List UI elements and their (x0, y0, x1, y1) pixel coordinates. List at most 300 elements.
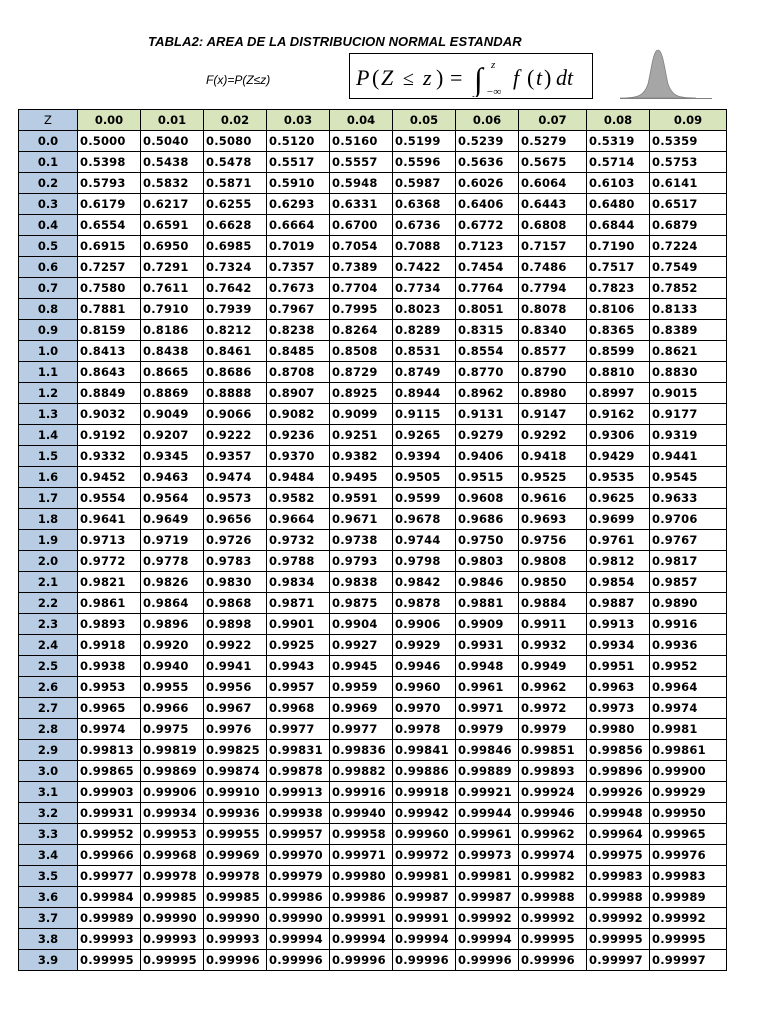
probability-cell: 0.9671 (330, 509, 393, 530)
probability-cell: 0.8643 (78, 362, 141, 383)
probability-cell: 0.9082 (267, 404, 330, 425)
probability-cell: 0.7881 (78, 299, 141, 320)
column-header: 0.08 (587, 110, 650, 131)
table-row (19, 908, 727, 929)
probability-cell: 0.99993 (78, 929, 141, 950)
table-row (19, 215, 727, 236)
probability-cell: 0.9699 (587, 509, 650, 530)
table-row (19, 950, 727, 971)
table-row (19, 593, 727, 614)
probability-cell: 0.99841 (393, 740, 456, 761)
z-value-cell: 1.2 (19, 383, 78, 404)
probability-cell: 0.99921 (456, 782, 519, 803)
probability-cell: 0.7157 (519, 236, 587, 257)
probability-cell: 0.6103 (587, 173, 650, 194)
probability-cell: 0.9854 (587, 572, 650, 593)
probability-cell: 0.99995 (141, 950, 204, 971)
z-value-cell: 0.4 (19, 215, 78, 236)
probability-cell: 0.9599 (393, 488, 456, 509)
probability-cell: 0.9850 (519, 572, 587, 593)
probability-cell: 0.9974 (78, 719, 141, 740)
probability-cell: 0.99987 (393, 887, 456, 908)
probability-cell: 0.99825 (204, 740, 267, 761)
probability-cell: 0.99977 (78, 866, 141, 887)
probability-cell: 0.99996 (204, 950, 267, 971)
probability-cell: 0.99978 (141, 866, 204, 887)
probability-cell: 0.8907 (267, 383, 330, 404)
probability-cell: 0.9861 (78, 593, 141, 614)
probability-cell: 0.5478 (204, 152, 267, 173)
probability-cell: 0.9911 (519, 614, 587, 635)
probability-cell: 0.9875 (330, 593, 393, 614)
probability-cell: 0.7823 (587, 278, 650, 299)
probability-cell: 0.99991 (393, 908, 456, 929)
probability-cell: 0.99995 (650, 929, 727, 950)
z-value-cell: 3.9 (19, 950, 78, 971)
probability-cell: 0.6480 (587, 194, 650, 215)
probability-cell: 0.99964 (587, 824, 650, 845)
probability-cell: 0.9964 (650, 677, 727, 698)
probability-cell: 0.6026 (456, 173, 519, 194)
probability-cell: 0.9960 (393, 677, 456, 698)
z-value-cell: 3.8 (19, 929, 78, 950)
probability-cell: 0.7224 (650, 236, 727, 257)
z-column-header: Z (19, 110, 78, 131)
probability-cell: 0.9817 (650, 551, 727, 572)
probability-cell: 0.6141 (650, 173, 727, 194)
probability-cell: 0.9941 (204, 656, 267, 677)
table-row (19, 740, 727, 761)
probability-cell: 0.9192 (78, 425, 141, 446)
probability-cell: 0.99968 (141, 845, 204, 866)
probability-cell: 0.6406 (456, 194, 519, 215)
probability-cell: 0.9761 (587, 530, 650, 551)
probability-cell: 0.99972 (393, 845, 456, 866)
probability-cell: 0.99976 (650, 845, 727, 866)
probability-cell: 0.9896 (141, 614, 204, 635)
probability-cell: 0.6985 (204, 236, 267, 257)
probability-cell: 0.6772 (456, 215, 519, 236)
z-value-cell: 0.8 (19, 299, 78, 320)
probability-cell: 0.9115 (393, 404, 456, 425)
probability-cell: 0.99940 (330, 803, 393, 824)
probability-cell: 0.8438 (141, 341, 204, 362)
probability-cell: 0.9738 (330, 530, 393, 551)
probability-cell: 0.9505 (393, 467, 456, 488)
probability-cell: 0.99997 (650, 950, 727, 971)
probability-cell: 0.6064 (519, 173, 587, 194)
probability-cell: 0.8790 (519, 362, 587, 383)
z-value-cell: 0.9 (19, 320, 78, 341)
probability-cell: 0.9535 (587, 467, 650, 488)
probability-cell: 0.9616 (519, 488, 587, 509)
probability-cell: 0.9842 (393, 572, 456, 593)
probability-cell: 0.9162 (587, 404, 650, 425)
probability-cell: 0.9922 (204, 635, 267, 656)
probability-cell: 0.9793 (330, 551, 393, 572)
probability-cell: 0.9946 (393, 656, 456, 677)
z-value-cell: 2.9 (19, 740, 78, 761)
table-row (19, 194, 727, 215)
probability-cell: 0.9940 (141, 656, 204, 677)
probability-cell: 0.9952 (650, 656, 727, 677)
probability-cell: 0.9973 (587, 698, 650, 719)
probability-cell: 0.5636 (456, 152, 519, 173)
probability-cell: 0.5832 (141, 173, 204, 194)
probability-cell: 0.99906 (141, 782, 204, 803)
probability-cell: 0.99953 (141, 824, 204, 845)
probability-cell: 0.99946 (519, 803, 587, 824)
probability-cell: 0.99996 (456, 950, 519, 971)
probability-cell: 0.9236 (267, 425, 330, 446)
probability-cell: 0.7549 (650, 257, 727, 278)
probability-cell: 0.6293 (267, 194, 330, 215)
probability-cell: 0.99969 (204, 845, 267, 866)
z-value-cell: 3.4 (19, 845, 78, 866)
probability-cell: 0.9957 (267, 677, 330, 698)
probability-cell: 0.9878 (393, 593, 456, 614)
probability-cell: 0.9177 (650, 404, 727, 425)
probability-cell: 0.5160 (330, 131, 393, 152)
probability-cell: 0.6808 (519, 215, 587, 236)
probability-cell: 0.9953 (78, 677, 141, 698)
probability-cell: 0.8962 (456, 383, 519, 404)
probability-cell: 0.99992 (456, 908, 519, 929)
probability-cell: 0.99978 (204, 866, 267, 887)
probability-cell: 0.9772 (78, 551, 141, 572)
probability-cell: 0.5675 (519, 152, 587, 173)
probability-cell: 0.99900 (650, 761, 727, 782)
probability-cell: 0.9868 (204, 593, 267, 614)
formula-upper-limit: z (491, 59, 496, 71)
probability-cell: 0.8023 (393, 299, 456, 320)
probability-cell: 0.8869 (141, 383, 204, 404)
table-row (19, 887, 727, 908)
probability-cell: 0.99996 (330, 950, 393, 971)
probability-cell: 0.99966 (78, 845, 141, 866)
probability-cell: 0.99957 (267, 824, 330, 845)
normal-distribution-curve-icon (620, 46, 712, 102)
probability-cell: 0.6368 (393, 194, 456, 215)
probability-cell: 0.8888 (204, 383, 267, 404)
probability-cell: 0.9955 (141, 677, 204, 698)
probability-cell: 0.7939 (204, 299, 267, 320)
probability-cell: 0.8599 (587, 341, 650, 362)
probability-cell: 0.5596 (393, 152, 456, 173)
column-header: 0.07 (519, 110, 587, 131)
probability-cell: 0.99942 (393, 803, 456, 824)
probability-cell: 0.9429 (587, 446, 650, 467)
probability-cell: 0.99882 (330, 761, 393, 782)
formula-z: z (423, 65, 432, 90)
probability-cell: 0.9951 (587, 656, 650, 677)
probability-cell: 0.9949 (519, 656, 587, 677)
probability-cell: 0.99996 (267, 950, 330, 971)
table-row (19, 698, 727, 719)
table-row (19, 383, 727, 404)
probability-cell: 0.9812 (587, 551, 650, 572)
probability-cell: 0.9767 (650, 530, 727, 551)
probability-cell: 0.8186 (141, 320, 204, 341)
table-row (19, 425, 727, 446)
probability-cell: 0.9834 (267, 572, 330, 593)
probability-cell: 0.7852 (650, 278, 727, 299)
table-row (19, 467, 727, 488)
probability-cell: 0.5239 (456, 131, 519, 152)
probability-cell: 0.8997 (587, 383, 650, 404)
probability-cell: 0.99916 (330, 782, 393, 803)
probability-cell: 0.99980 (330, 866, 393, 887)
probability-cell: 0.9370 (267, 446, 330, 467)
probability-cell: 0.99985 (141, 887, 204, 908)
z-value-cell: 0.3 (19, 194, 78, 215)
table-row (19, 320, 727, 341)
probability-cell: 0.99986 (330, 887, 393, 908)
probability-cell: 0.9686 (456, 509, 519, 530)
probability-cell: 0.8577 (519, 341, 587, 362)
table-row (19, 341, 727, 362)
probability-cell: 0.7454 (456, 257, 519, 278)
probability-cell: 0.6179 (78, 194, 141, 215)
table-row (19, 656, 727, 677)
z-value-cell: 0.6 (19, 257, 78, 278)
probability-cell: 0.9932 (519, 635, 587, 656)
probability-cell: 0.99988 (519, 887, 587, 908)
probability-cell: 0.8289 (393, 320, 456, 341)
probability-cell: 0.9821 (78, 572, 141, 593)
probability-cell: 0.6255 (204, 194, 267, 215)
probability-cell: 0.5517 (267, 152, 330, 173)
probability-cell: 0.5871 (204, 173, 267, 194)
probability-cell: 0.9826 (141, 572, 204, 593)
probability-cell: 0.99931 (78, 803, 141, 824)
probability-cell: 0.6844 (587, 215, 650, 236)
probability-cell: 0.99936 (204, 803, 267, 824)
z-value-cell: 1.7 (19, 488, 78, 509)
column-header: 0.02 (204, 110, 267, 131)
probability-cell: 0.8078 (519, 299, 587, 320)
probability-cell: 0.8686 (204, 362, 267, 383)
probability-cell: 0.99990 (204, 908, 267, 929)
probability-cell: 0.9927 (330, 635, 393, 656)
probability-cell: 0.8315 (456, 320, 519, 341)
probability-cell: 0.8980 (519, 383, 587, 404)
table-row (19, 236, 727, 257)
probability-cell: 0.99878 (267, 761, 330, 782)
probability-cell: 0.9131 (456, 404, 519, 425)
z-value-cell: 0.1 (19, 152, 78, 173)
probability-cell: 0.8944 (393, 383, 456, 404)
probability-cell: 0.5359 (650, 131, 727, 152)
probability-cell: 0.7517 (587, 257, 650, 278)
probability-cell: 0.8365 (587, 320, 650, 341)
probability-cell: 0.9484 (267, 467, 330, 488)
probability-cell: 0.9788 (267, 551, 330, 572)
probability-cell: 0.9884 (519, 593, 587, 614)
probability-cell: 0.99889 (456, 761, 519, 782)
probability-cell: 0.9049 (141, 404, 204, 425)
probability-cell: 0.9974 (650, 698, 727, 719)
probability-cell: 0.9633 (650, 488, 727, 509)
probability-cell: 0.8340 (519, 320, 587, 341)
probability-cell: 0.7291 (141, 257, 204, 278)
probability-cell: 0.9554 (78, 488, 141, 509)
probability-cell: 0.99986 (267, 887, 330, 908)
probability-cell: 0.99996 (519, 950, 587, 971)
table-row (19, 824, 727, 845)
probability-cell: 0.99996 (393, 950, 456, 971)
probability-cell: 0.9582 (267, 488, 330, 509)
probability-cell: 0.99896 (587, 761, 650, 782)
probability-cell: 0.7019 (267, 236, 330, 257)
z-value-cell: 1.3 (19, 404, 78, 425)
z-value-cell: 3.0 (19, 761, 78, 782)
probability-cell: 0.8554 (456, 341, 519, 362)
probability-cell: 0.99944 (456, 803, 519, 824)
probability-cell: 0.99874 (204, 761, 267, 782)
probability-cell: 0.5279 (519, 131, 587, 152)
probability-cell: 0.9147 (519, 404, 587, 425)
z-value-cell: 2.1 (19, 572, 78, 593)
probability-cell: 0.9975 (141, 719, 204, 740)
probability-cell: 0.8389 (650, 320, 727, 341)
probability-cell: 0.99992 (519, 908, 587, 929)
probability-cell: 0.6628 (204, 215, 267, 236)
probability-cell: 0.9929 (393, 635, 456, 656)
probability-cell: 0.9207 (141, 425, 204, 446)
z-value-cell: 1.1 (19, 362, 78, 383)
column-header: 0.01 (141, 110, 204, 131)
probability-cell: 0.9966 (141, 698, 204, 719)
z-value-cell: 2.3 (19, 614, 78, 635)
probability-cell: 0.99958 (330, 824, 393, 845)
probability-cell: 0.8665 (141, 362, 204, 383)
probability-cell: 0.9608 (456, 488, 519, 509)
probability-cell: 0.9319 (650, 425, 727, 446)
probability-cell: 0.7794 (519, 278, 587, 299)
z-value-cell: 1.6 (19, 467, 78, 488)
header-row (19, 110, 727, 131)
probability-cell: 0.9871 (267, 593, 330, 614)
probability-cell: 0.99985 (204, 887, 267, 908)
probability-cell: 0.9406 (456, 446, 519, 467)
probability-cell: 0.9678 (393, 509, 456, 530)
probability-cell: 0.7967 (267, 299, 330, 320)
table-row (19, 929, 727, 950)
probability-cell: 0.9965 (78, 698, 141, 719)
z-value-cell: 0.7 (19, 278, 78, 299)
probability-cell: 0.99831 (267, 740, 330, 761)
probability-cell: 0.8264 (330, 320, 393, 341)
probability-cell: 0.9515 (456, 467, 519, 488)
probability-cell: 0.9943 (267, 656, 330, 677)
probability-cell: 0.99813 (78, 740, 141, 761)
probability-cell: 0.99994 (330, 929, 393, 950)
probability-cell: 0.9756 (519, 530, 587, 551)
probability-cell: 0.99938 (267, 803, 330, 824)
column-header: 0.09 (650, 110, 727, 131)
probability-cell: 0.9887 (587, 593, 650, 614)
table-row (19, 677, 727, 698)
table-row (19, 803, 727, 824)
probability-cell: 0.9441 (650, 446, 727, 467)
cdf-definition: F(x)=P(Z≤z) (206, 73, 271, 87)
probability-cell: 0.5040 (141, 131, 204, 152)
probability-cell: 0.5910 (267, 173, 330, 194)
probability-cell: 0.5080 (204, 131, 267, 152)
probability-cell: 0.5438 (141, 152, 204, 173)
column-header: 0.06 (456, 110, 519, 131)
probability-cell: 0.9893 (78, 614, 141, 635)
probability-cell: 0.99988 (587, 887, 650, 908)
z-value-cell: 1.0 (19, 341, 78, 362)
integral-formula (349, 53, 593, 99)
probability-cell: 0.99861 (650, 740, 727, 761)
probability-cell: 0.9846 (456, 572, 519, 593)
probability-cell: 0.9332 (78, 446, 141, 467)
probability-cell: 0.7611 (141, 278, 204, 299)
probability-cell: 0.9525 (519, 467, 587, 488)
probability-cell: 0.99984 (78, 887, 141, 908)
probability-cell: 0.6736 (393, 215, 456, 236)
probability-cell: 0.7642 (204, 278, 267, 299)
integral-sign-icon: ∫ (474, 61, 483, 97)
probability-cell: 0.9961 (456, 677, 519, 698)
z-value-cell: 2.0 (19, 551, 78, 572)
probability-cell: 0.99995 (519, 929, 587, 950)
z-value-cell: 3.2 (19, 803, 78, 824)
probability-cell: 0.7422 (393, 257, 456, 278)
z-value-cell: 2.4 (19, 635, 78, 656)
table-row (19, 761, 727, 782)
z-value-cell: 1.8 (19, 509, 78, 530)
probability-cell: 0.99992 (650, 908, 727, 929)
probability-cell: 0.99950 (650, 803, 727, 824)
probability-cell: 0.99982 (519, 866, 587, 887)
probability-cell: 0.7389 (330, 257, 393, 278)
probability-cell: 0.99983 (650, 866, 727, 887)
probability-cell: 0.99952 (78, 824, 141, 845)
probability-cell: 0.8621 (650, 341, 727, 362)
table-row (19, 488, 727, 509)
probability-cell: 0.9726 (204, 530, 267, 551)
probability-cell: 0.5987 (393, 173, 456, 194)
probability-cell: 0.6879 (650, 215, 727, 236)
table-row (19, 131, 727, 152)
probability-cell: 0.7580 (78, 278, 141, 299)
probability-cell: 0.99970 (267, 845, 330, 866)
probability-cell: 0.8106 (587, 299, 650, 320)
probability-cell: 0.9545 (650, 467, 727, 488)
probability-cell: 0.7486 (519, 257, 587, 278)
probability-cell: 0.8051 (456, 299, 519, 320)
probability-cell: 0.9808 (519, 551, 587, 572)
formula-p: P (356, 65, 370, 90)
probability-cell: 0.99983 (587, 866, 650, 887)
probability-cell: 0.9744 (393, 530, 456, 551)
probability-cell: 0.9279 (456, 425, 519, 446)
probability-cell: 0.9564 (141, 488, 204, 509)
probability-cell: 0.9625 (587, 488, 650, 509)
z-value-cell: 2.8 (19, 719, 78, 740)
probability-cell: 0.8159 (78, 320, 141, 341)
probability-cell: 0.99955 (204, 824, 267, 845)
probability-cell: 0.9864 (141, 593, 204, 614)
formula-eq: = (450, 65, 463, 90)
probability-cell: 0.9881 (456, 593, 519, 614)
probability-cell: 0.9948 (456, 656, 519, 677)
probability-cell: 0.99819 (141, 740, 204, 761)
